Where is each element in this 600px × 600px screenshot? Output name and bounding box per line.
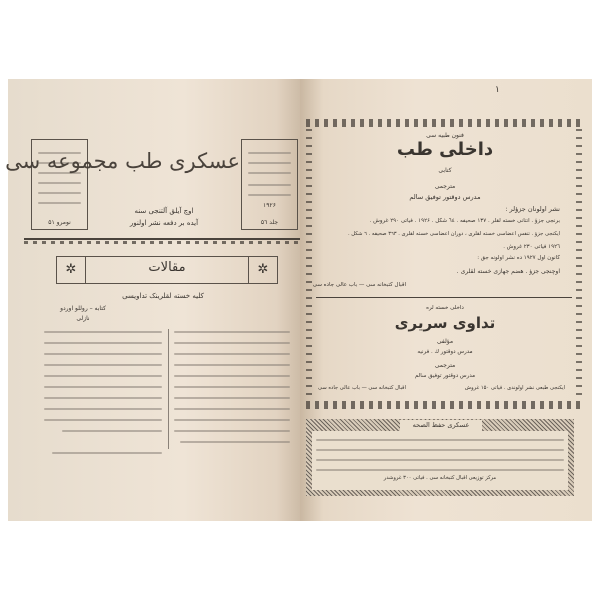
text-line bbox=[44, 419, 162, 421]
text-line bbox=[174, 408, 290, 410]
volume-number: جلد ۵٦ bbox=[260, 219, 279, 226]
text-line bbox=[180, 441, 290, 443]
text-line bbox=[174, 364, 290, 366]
series-label: فنون طبیه سی bbox=[426, 132, 464, 139]
masthead-right-box bbox=[241, 139, 298, 230]
section-heading: مقالات bbox=[148, 260, 186, 275]
text-line bbox=[44, 386, 162, 388]
book-subtitle: کتابی bbox=[438, 167, 452, 174]
text-line bbox=[174, 342, 290, 344]
masthead-title: عسکری طب مجموعه سی bbox=[5, 149, 240, 173]
text-line bbox=[174, 331, 290, 333]
issue-number: نومرو ۵۱ bbox=[48, 219, 71, 226]
translator-label: مترجمی bbox=[434, 183, 456, 190]
advert-box bbox=[306, 419, 574, 496]
book-title: داخلی طب bbox=[396, 139, 494, 160]
advert-title: عسکری حفظ الصحه bbox=[400, 420, 482, 431]
text-line bbox=[174, 375, 290, 377]
volume-line: کانون اول ۱۹۲۷ ده نشر اولونه جق : bbox=[477, 255, 560, 261]
text-line bbox=[44, 408, 162, 410]
masthead-subtitle: اوچ آیلق آلتنجی سنه bbox=[134, 207, 194, 215]
text-line bbox=[44, 331, 162, 333]
text-line bbox=[174, 353, 290, 355]
author-name: مدرس دوقتور ك . فرنیه bbox=[417, 349, 473, 355]
translator-name: مدرس دوقتور توفیق سالم bbox=[409, 193, 481, 201]
text-line bbox=[174, 386, 290, 388]
text-line bbox=[174, 397, 290, 399]
masthead-frequency: آیده بر دفعه نشر اولنور bbox=[129, 219, 199, 227]
text-line bbox=[174, 430, 290, 432]
article-author-sub: نازلی bbox=[76, 315, 90, 322]
column-divider bbox=[168, 329, 169, 449]
ornament-icon: ✲ bbox=[57, 257, 86, 283]
book2-title: تداوی سریری bbox=[394, 314, 496, 332]
left-page bbox=[5, 79, 300, 521]
volumes-label: نشر اولونان جزؤلر : bbox=[505, 205, 560, 213]
year: ۱۹۲۶ bbox=[263, 202, 276, 209]
advert-footer: مرکز توزیعی اقبال کتبخانه سی . فیاتی ۳۰۰ غروشدر bbox=[383, 475, 497, 481]
volume-line: ۱۹۲٦ فیاتی ۲۳۰ غروش . bbox=[503, 244, 560, 250]
text-line bbox=[52, 452, 162, 454]
author-label: مؤلفی bbox=[436, 338, 454, 345]
right-page bbox=[300, 79, 592, 521]
text-line bbox=[44, 342, 162, 344]
translator2-name: مدرس دوقتور توفیق سالم bbox=[414, 373, 476, 379]
publisher-line: اقبال کتبخانه سی — باب عالی جاده سی bbox=[312, 282, 406, 288]
section-heading-box bbox=[56, 256, 278, 284]
text-line bbox=[44, 397, 162, 399]
text-line bbox=[174, 419, 290, 421]
ornament-icon: ✲ bbox=[248, 257, 277, 283]
book2-pretitle: داخلی خسته لره bbox=[426, 305, 464, 311]
article-title: کلیه خسته لقلرینک تداویسی bbox=[122, 292, 204, 300]
publisher-line: اقبال کتبخانه سی — باب عالی جاده سی bbox=[318, 385, 406, 391]
text-line bbox=[44, 353, 162, 355]
text-line bbox=[44, 375, 162, 377]
volume-line: ایکنجی جزؤ . تنفس اعضاسی خسته لقلری ، دوران اعضاسی خسته لقلری . ۳٦۳ صحیفه . ٦ شکل . bbox=[348, 231, 560, 237]
text-line bbox=[62, 430, 162, 432]
text-line bbox=[44, 364, 162, 366]
volume-line: اوچنجی جزؤ . هضم جهازی خسته لقلری . bbox=[456, 268, 560, 275]
volume-line: برنجی جزؤ . انتانی خسته لقلر . ۱۳۷ صحیفه . ٦٤ شکل . ۱۹۲۶ . فیاتی ۲۹۰ غروش . bbox=[369, 218, 560, 224]
article-author: کتابه – روللو اوردو bbox=[60, 305, 106, 312]
price-line: ایکنجی طبعی نشر اولوندی . فیاتی ۱۵۰ غروش bbox=[464, 385, 565, 391]
page-number: ١ bbox=[495, 85, 500, 95]
translator2-label: مترجمی bbox=[434, 362, 456, 369]
